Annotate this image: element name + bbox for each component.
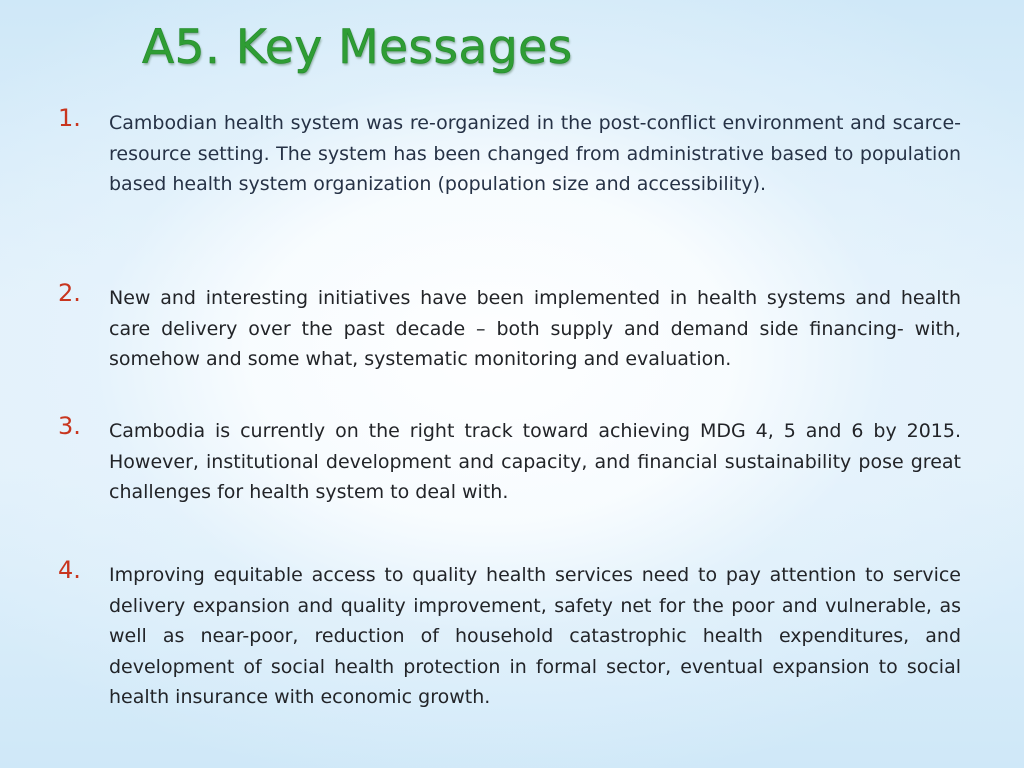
item-number: 1. xyxy=(58,104,81,132)
item-text: New and interesting initiatives have been implemented in health systems and health care delivery over the past decade – both supply and demand side financing- with, somehow and some what, systematic monitoring and evaluation. xyxy=(109,287,961,370)
item-text: Cambodia is currently on the right track toward achieving MDG 4, 5 and 6 by 2015. However, institutional development and capacity, and financial sustainability pose great challenges for health system to deal with. xyxy=(109,420,961,503)
slide-title: A5. Key Messages xyxy=(142,20,573,75)
item-number: 3. xyxy=(58,412,81,440)
item-number: 2. xyxy=(58,279,81,307)
item-text: Cambodian health system was re-organized in the post-conflict environment and scarce-resource setting. The system has been changed from administrative based to population based health system organization (population size and accessibility). xyxy=(109,112,961,195)
item-number: 4. xyxy=(58,556,81,584)
item-text: Improving equitable access to quality health services need to pay attention to service delivery expansion and quality improvement, safety net for the poor and vulnerable, as well as near-poor, reduction of household catastrophic health expenditures, and development of social health protection in formal sector, eventual expansion to social health insurance with economic growth. xyxy=(109,564,961,708)
